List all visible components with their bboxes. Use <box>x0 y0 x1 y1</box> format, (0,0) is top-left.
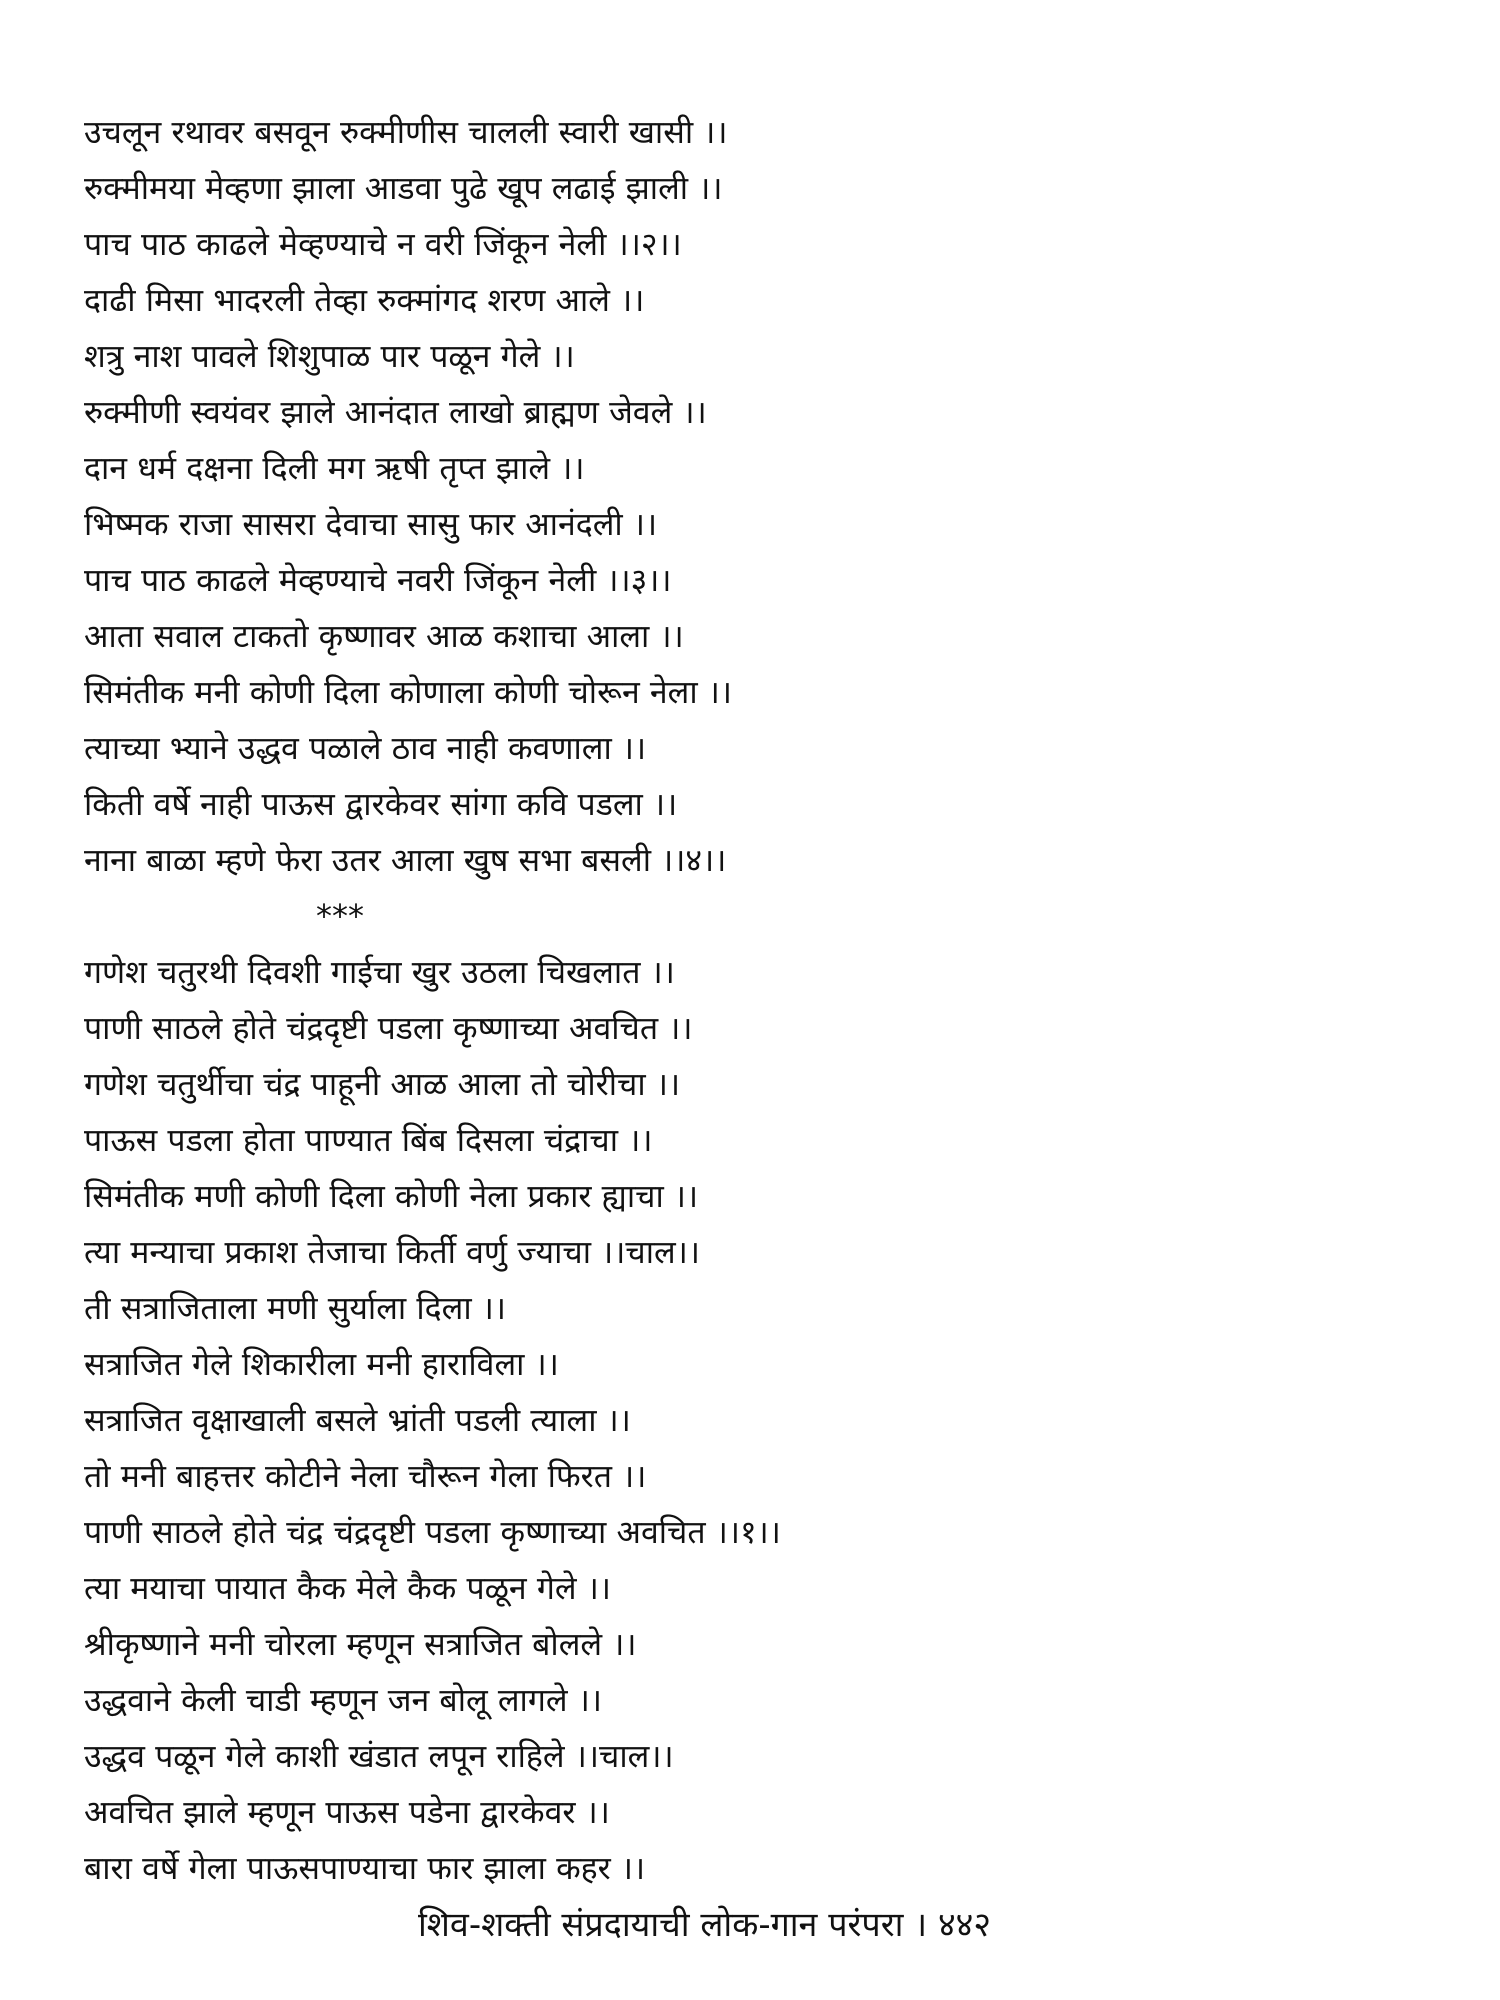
verse-line: त्या मयाचा पायात कैक मेले कैक पळून गेले ।। <box>84 1569 612 1607</box>
verse-line: गणेश चतुर्थीचा चंद्र पाहूनी आळ आला तो चोरीचा ।। <box>84 1065 681 1103</box>
verse-line: दाढी मिसा भादरली तेव्हा रुक्मांगद शरण आले ।। <box>84 281 645 319</box>
verse-line: शत्रु नाश पावले शिशुपाळ पार पळून गेले ।। <box>84 337 575 375</box>
page-footer: शिव-शक्ती संप्रदायाची लोक-गान परंपरा । ४४२ <box>418 1905 992 1945</box>
verse-line: सिमंतीक मनी कोणी दिला कोणाला कोणी चोरून नेला ।। <box>84 673 733 711</box>
verse-line: बारा वर्षे गेला पाऊसपाण्याचा फार झाला कहर ।। <box>84 1849 646 1887</box>
verse-line: त्या मन्याचा प्रकाश तेजाचा किर्ती वर्णु ज्याचा ।।चाल।। <box>84 1233 700 1271</box>
verse-line: रुक्मीणी स्वयंवर झाले आनंदात लाखो ब्राह्मण जेवले ।। <box>84 393 707 431</box>
verse-line: भिष्मक राजा सासरा देवाचा सासु फार आनंदली ।। <box>84 505 658 543</box>
verse-block <box>84 104 1464 1896</box>
verse-line: नाना बाळा म्हणे फेरा उतर आला खुष सभा बसली ।।४।। <box>84 841 727 879</box>
verse-line: किती वर्षे नाही पाऊस द्वारकेवर सांगा कवि पडला ।। <box>84 785 678 823</box>
verse-line: पाऊस पडला होता पाण्यात बिंब दिसला चंद्राचा ।। <box>84 1121 653 1159</box>
section-separator: *** <box>316 897 364 935</box>
verse-line: गणेश चतुरथी दिवशी गाईचा खुर उठला चिखलात ।। <box>84 953 675 991</box>
verse-line: सत्राजित वृक्षाखाली बसले भ्रांती पडली त्याला ।। <box>84 1401 631 1439</box>
verse-line: रुक्मीमया मेव्हणा झाला आडवा पुढे खूप लढाई झाली ।। <box>84 169 723 207</box>
verse-line: उचलून रथावर बसवून रुक्मीणीस चालली स्वारी खासी ।। <box>84 113 728 151</box>
verse-line: उद्धव पळून गेले काशी खंडात लपून राहिले ।।चाल।। <box>84 1737 674 1775</box>
verse-line: आता सवाल टाकतो कृष्णावर आळ कशाचा आला ।। <box>84 617 684 655</box>
verse-line: ती सत्राजिताला मणी सुर्याला दिला ।। <box>84 1289 507 1327</box>
verse-line: सत्राजित गेले शिकारीला मनी हाराविला ।। <box>84 1345 559 1383</box>
verse-line: दान धर्म दक्षना दिली मग ऋषी तृप्त झाले ।। <box>84 449 585 487</box>
verse-line: उद्धवाने केली चाडी म्हणून जन बोलू लागले ।। <box>84 1681 602 1719</box>
verse-line: पाणी साठले होते चंद्र चंद्रदृष्टी पडला कृष्णाच्या अवचित ।।१।। <box>84 1513 781 1551</box>
verse-line: पाच पाठ काढले मेव्हण्याचे नवरी जिंकून नेली ।।३।। <box>84 561 672 599</box>
verse-line: श्रीकृष्णाने मनी चोरला म्हणून सत्राजित बोलले ।। <box>84 1625 637 1663</box>
verse-line: सिमंतीक मणी कोणी दिला कोणी नेला प्रकार ह्याचा ।। <box>84 1177 699 1215</box>
verse-line: त्याच्या भ्याने उद्धव पळाले ठाव नाही कवणाला ।। <box>84 729 647 767</box>
verse-line: पाणी साठले होते चंद्रदृष्टी पडला कृष्णाच्या अवचित ।। <box>84 1009 693 1047</box>
verse-line: अवचित झाले म्हणून पाऊस पडेना द्वारकेवर ।। <box>84 1793 610 1831</box>
verse-line: पाच पाठ काढले मेव्हण्याचे न वरी जिंकून नेली ।।२।। <box>84 225 682 263</box>
verse-line: तो मनी बाहत्तर कोटीने नेला चौरून गेला फिरत ।। <box>84 1457 647 1495</box>
